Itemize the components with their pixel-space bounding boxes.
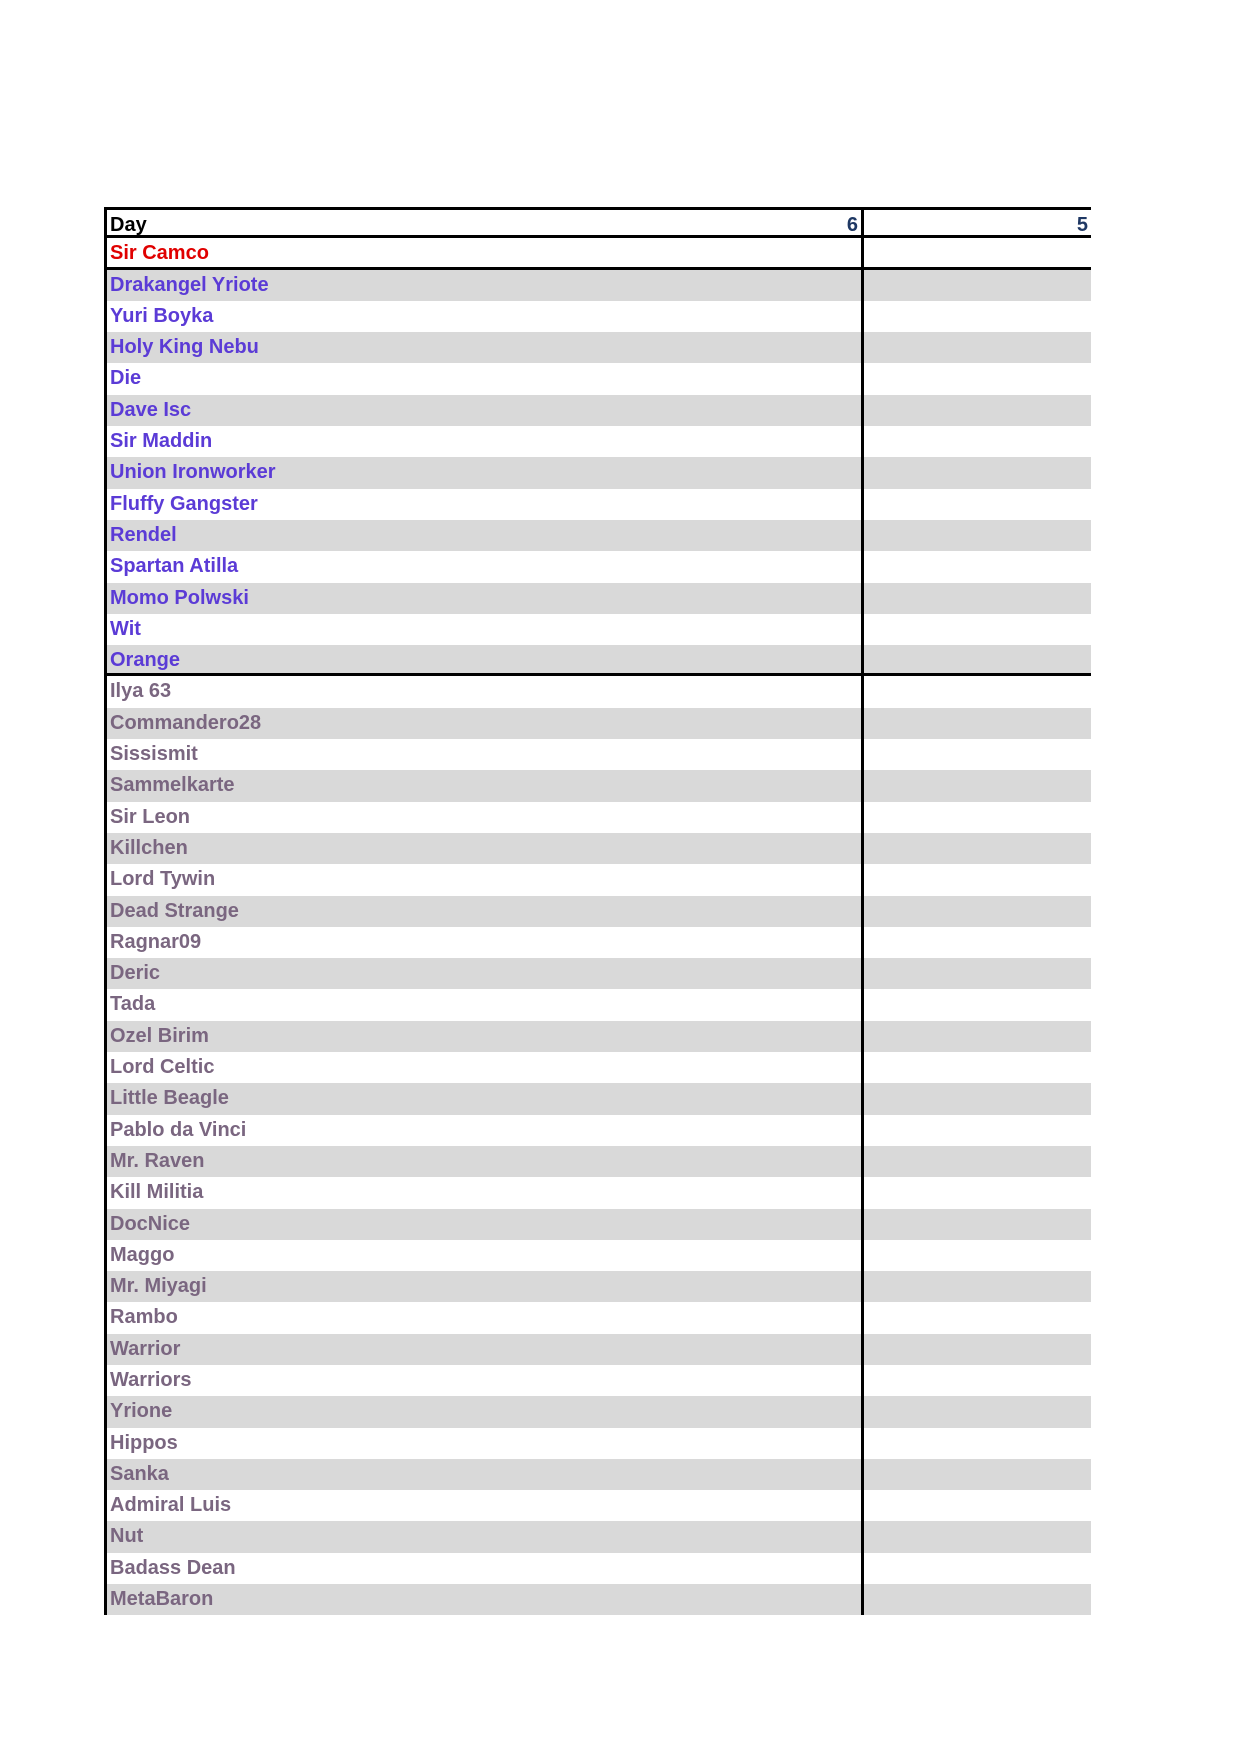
table-row — [107, 708, 1091, 739]
value-cell — [864, 1584, 1091, 1615]
table-row — [107, 363, 1091, 394]
leader-row — [107, 238, 1091, 269]
table-row — [107, 989, 1091, 1020]
player-name-cell: Commandero28 — [107, 708, 864, 739]
table-row — [107, 1271, 1091, 1302]
value-cell — [864, 708, 1091, 739]
table-row — [107, 1240, 1091, 1271]
table-row — [107, 1396, 1091, 1427]
player-name-cell: Ragnar09 — [107, 927, 864, 958]
player-name-cell: Pablo da Vinci — [107, 1115, 864, 1146]
table-row — [107, 551, 1091, 582]
value-cell — [864, 551, 1091, 582]
value-cell — [864, 363, 1091, 394]
spreadsheet-table — [104, 207, 1091, 1615]
table-row — [107, 739, 1091, 770]
value-cell — [864, 1490, 1091, 1521]
player-name-cell: Ilya 63 — [107, 676, 864, 707]
player-name-cell: Ozel Birim — [107, 1021, 864, 1052]
value-cell — [864, 489, 1091, 520]
player-name-cell: Hippos — [107, 1428, 864, 1459]
player-name-cell: Warrior — [107, 1334, 864, 1365]
table-row — [107, 1490, 1091, 1521]
table-row — [107, 958, 1091, 989]
leader-value — [864, 238, 1091, 266]
value-cell — [864, 1365, 1091, 1396]
value-cell — [864, 1553, 1091, 1584]
value-cell — [864, 1146, 1091, 1177]
player-name-cell: Sissismit — [107, 739, 864, 770]
value-cell — [864, 614, 1091, 645]
player-name-cell: Deric — [107, 958, 864, 989]
day-value-col1: 6 — [846, 214, 858, 236]
player-name-cell: Rambo — [107, 1302, 864, 1333]
value-cell — [864, 583, 1091, 614]
value-cell — [864, 896, 1091, 927]
player-name-cell: MetaBaron — [107, 1584, 864, 1615]
value-cell — [864, 1302, 1091, 1333]
table-row — [107, 833, 1091, 864]
table-row — [107, 864, 1091, 895]
header-row — [107, 207, 1091, 238]
value-cell — [864, 864, 1091, 895]
value-cell — [864, 1021, 1091, 1052]
value-cell — [864, 301, 1091, 332]
value-cell — [864, 1521, 1091, 1552]
value-cell — [864, 395, 1091, 426]
value-cell — [864, 833, 1091, 864]
player-name-cell: Warriors — [107, 1365, 864, 1396]
value-cell — [864, 645, 1091, 673]
value-cell — [864, 270, 1091, 301]
table-row — [107, 583, 1091, 614]
table-row — [107, 1365, 1091, 1396]
table-row — [107, 1083, 1091, 1114]
value-cell — [864, 989, 1091, 1020]
table-row — [107, 270, 1091, 301]
table-row — [107, 1553, 1091, 1584]
table-row — [107, 1052, 1091, 1083]
table-row — [107, 301, 1091, 332]
table-row — [107, 332, 1091, 363]
player-name-cell: Lord Tywin — [107, 864, 864, 895]
table-row — [107, 676, 1091, 707]
day-value-col2: 5 — [1076, 214, 1088, 236]
table-row — [107, 645, 1091, 676]
table-row — [107, 1521, 1091, 1552]
table-row — [107, 426, 1091, 457]
player-name-cell: Spartan Atilla — [107, 551, 864, 582]
player-name-cell: Holy King Nebu — [107, 332, 864, 363]
table-row — [107, 1209, 1091, 1240]
header-day-cell — [107, 210, 864, 235]
table-row — [107, 802, 1091, 833]
value-cell — [864, 426, 1091, 457]
table-row — [107, 1334, 1091, 1365]
player-name-cell: Lord Celtic — [107, 1052, 864, 1083]
player-name-cell: Yrione — [107, 1396, 864, 1427]
player-name-cell: DocNice — [107, 1209, 864, 1240]
table-row — [107, 614, 1091, 645]
value-cell — [864, 958, 1091, 989]
player-name-cell: Drakangel Yriote — [107, 270, 864, 301]
value-cell — [864, 770, 1091, 801]
value-cell — [864, 1052, 1091, 1083]
value-cell — [864, 332, 1091, 363]
table-row — [107, 1146, 1091, 1177]
value-cell — [864, 1209, 1091, 1240]
value-cell — [864, 520, 1091, 551]
player-name-cell: Tada — [107, 989, 864, 1020]
player-name-cell: Dave Isc — [107, 395, 864, 426]
value-cell — [864, 1334, 1091, 1365]
player-name-cell: Kill Militia — [107, 1177, 864, 1208]
table-row — [107, 1302, 1091, 1333]
value-cell — [864, 1428, 1091, 1459]
player-name-cell: Killchen — [107, 833, 864, 864]
player-name-cell: Mr. Miyagi — [107, 1271, 864, 1302]
value-cell — [864, 927, 1091, 958]
player-name-cell: Yuri Boyka — [107, 301, 864, 332]
table-row — [107, 1459, 1091, 1490]
player-name-cell: Wit — [107, 614, 864, 645]
player-name-cell: Sir Maddin — [107, 426, 864, 457]
value-cell — [864, 802, 1091, 833]
table-row — [107, 457, 1091, 488]
table-row — [107, 1584, 1091, 1615]
player-name-cell: Orange — [107, 645, 864, 673]
player-name-cell: Mr. Raven — [107, 1146, 864, 1177]
table-row — [107, 1021, 1091, 1052]
player-name-cell: Little Beagle — [107, 1083, 864, 1114]
group-b-rows — [107, 676, 1091, 1615]
value-cell — [864, 1115, 1091, 1146]
player-name-cell: Nut — [107, 1521, 864, 1552]
table-row — [107, 770, 1091, 801]
table-row — [107, 1177, 1091, 1208]
table-row — [107, 896, 1091, 927]
player-name-cell: Rendel — [107, 520, 864, 551]
value-cell — [864, 1240, 1091, 1271]
player-name-cell: Die — [107, 363, 864, 394]
leader-name: Sir Camco — [107, 238, 864, 266]
group-a-rows — [107, 270, 1091, 677]
table-row — [107, 395, 1091, 426]
player-name-cell: Badass Dean — [107, 1553, 864, 1584]
player-name-cell: Union Ironworker — [107, 457, 864, 488]
value-cell — [864, 1177, 1091, 1208]
player-name-cell: Sammelkarte — [107, 770, 864, 801]
player-name-cell: Maggo — [107, 1240, 864, 1271]
player-name-cell: Sanka — [107, 1459, 864, 1490]
table-row — [107, 927, 1091, 958]
value-cell — [864, 1271, 1091, 1302]
player-name-cell: Dead Strange — [107, 896, 864, 927]
value-cell — [864, 1459, 1091, 1490]
player-name-cell: Momo Polwski — [107, 583, 864, 614]
table-row — [107, 1428, 1091, 1459]
value-cell — [864, 739, 1091, 770]
player-name-cell: Fluffy Gangster — [107, 489, 864, 520]
table-row — [107, 520, 1091, 551]
value-cell — [864, 1083, 1091, 1114]
player-name-cell: Sir Leon — [107, 802, 864, 833]
value-cell — [864, 676, 1091, 707]
player-name-cell: Admiral Luis — [107, 1490, 864, 1521]
table-row — [107, 489, 1091, 520]
value-cell — [864, 1396, 1091, 1427]
day-label: Day — [110, 214, 147, 236]
value-cell — [864, 457, 1091, 488]
table-row — [107, 1115, 1091, 1146]
